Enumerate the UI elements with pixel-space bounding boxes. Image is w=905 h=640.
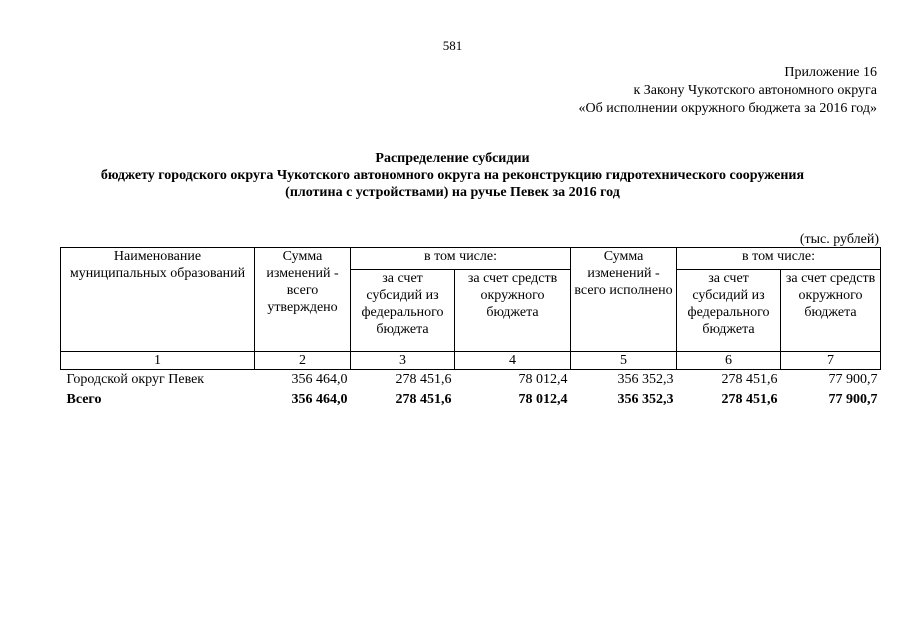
header-regional-2: за счет средств окружного бюджета [781, 269, 881, 351]
table-cell: 278 451,6 [395, 372, 452, 387]
column-number: 3 [351, 352, 455, 370]
document-title [0, 150, 905, 201]
header-including-1: в том числе: [351, 248, 571, 270]
header-federal-2: за счет субсидий из федерального бюджета [677, 269, 781, 351]
municipality-name: Городской округ Певек [66, 372, 205, 387]
table-cell: 77 900,7 [828, 372, 878, 387]
title-line-1: Распределение субсидии [375, 151, 530, 166]
column-number: 7 [781, 352, 881, 370]
appendix-reference [579, 64, 877, 118]
column-number: 2 [255, 352, 351, 370]
table-cell: 278 451,6 [395, 392, 452, 407]
units-note: (тыс. рублей) [799, 232, 879, 247]
title-line-2: бюджету городского округа Чукотского автономного округа на реконструкцию гидротехнического сооружения [100, 168, 805, 183]
table-cell: 278 451,6 [721, 372, 778, 387]
table-cell: 77 900,7 [828, 392, 878, 407]
table-cell: 278 451,6 [721, 392, 778, 407]
column-number: 4 [455, 352, 571, 370]
total-label: Всего [66, 392, 102, 407]
header-regional-1: за счет средств окружного бюджета [455, 269, 571, 351]
column-number: 6 [677, 352, 781, 370]
table-row [61, 370, 881, 391]
table-cell: 356 464,0 [291, 372, 348, 387]
table-cell: 356 464,0 [291, 392, 348, 407]
column-number: 5 [571, 352, 677, 370]
table-cell: 356 352,3 [617, 392, 674, 407]
table-cell: 78 012,4 [518, 372, 568, 387]
header-sum-executed: Сумма изменений - всего исполнено [571, 248, 677, 352]
appendix-line-3: «Об исполнении окружного бюджета за 2016 год» [578, 101, 877, 116]
page-number: 581 [442, 38, 463, 53]
header-federal-1: за счет субсидий из федерального бюджета [351, 269, 455, 351]
table-cell: 78 012,4 [518, 392, 568, 407]
header-name: Наименование муниципальных образований [61, 248, 255, 352]
total-row [61, 390, 881, 410]
appendix-line-1: Приложение 16 [784, 65, 877, 80]
header-including-2: в том числе: [677, 248, 881, 270]
table-cell: 356 352,3 [617, 372, 674, 387]
column-number: 1 [61, 352, 255, 370]
subsidy-table [60, 247, 881, 410]
title-line-3: (плотина с устройствами) на ручье Певек за 2016 год [285, 185, 620, 200]
header-sum-approved: Сумма изменений - всего утверждено [255, 248, 351, 352]
appendix-line-2: к Закону Чукотского автономного округа [633, 83, 877, 98]
